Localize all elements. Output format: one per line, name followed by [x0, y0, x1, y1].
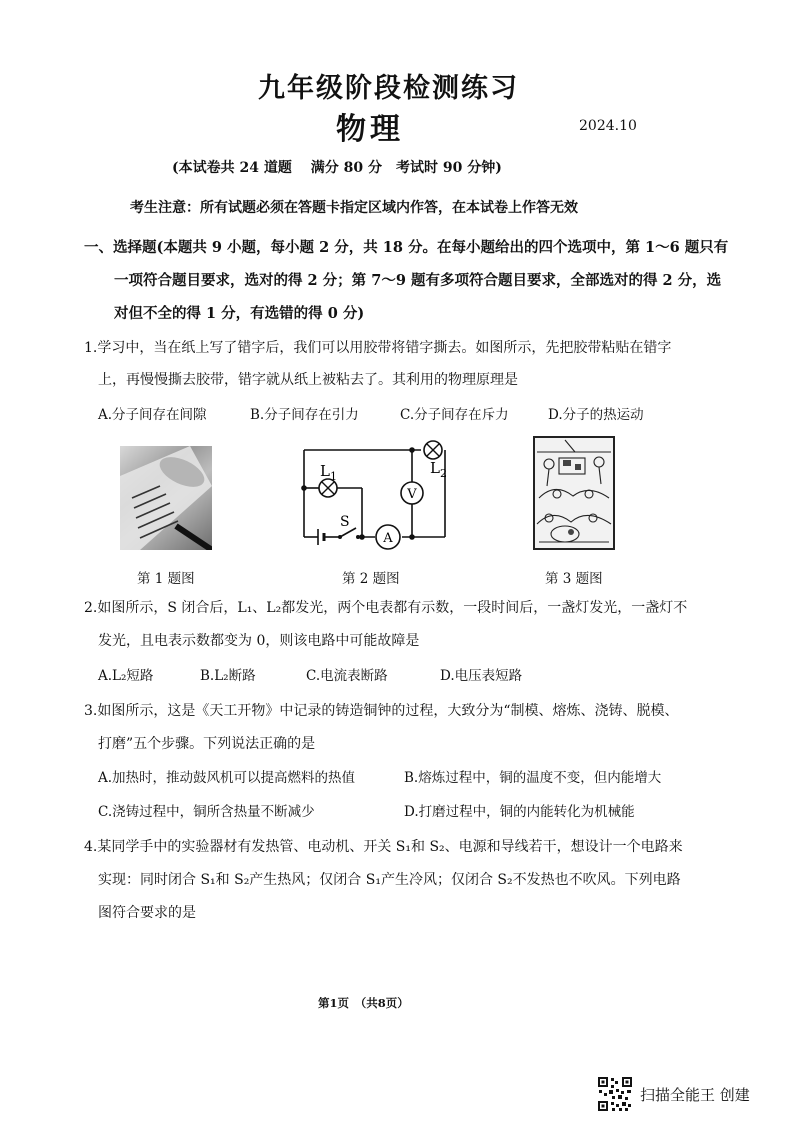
question-2-option-d: D.电压表短路 — [440, 668, 523, 684]
question-3-line-1: 3.如图所示，这是《天工开物》中记录的铸造铜钟的过程，大致分为“制模、熔炼、浇铸、脱模、 — [84, 703, 679, 719]
lamp-l1-label: L — [320, 462, 330, 480]
voltmeter-label: V — [407, 487, 417, 502]
lamp-l2-icon — [424, 441, 442, 459]
lamp-l1-subscript: 1 — [330, 470, 337, 483]
section-heading-line-3: 对但不全的得 1 分，有选错的得 0 分) — [114, 305, 365, 322]
figure-2-caption: 第 2 题图 — [342, 571, 400, 587]
lamp-l2-subscript: 2 — [440, 467, 447, 480]
question-2-line-2: 发光，且电表示数都变为 0，则该电路中可能故障是 — [98, 633, 420, 649]
subject-title: 物理 — [336, 112, 404, 147]
switch-label: S — [340, 514, 350, 530]
question-1-option-b: B.分子间存在引力 — [250, 407, 359, 423]
question-2-option-b: B.L₂断路 — [200, 668, 256, 684]
question-1-option-d: D.分子的热运动 — [548, 407, 644, 423]
figure-3-caption: 第 3 题图 — [545, 571, 603, 587]
question-3-line-2: 打磨”五个步骤。下列说法正确的是 — [98, 736, 316, 752]
question-2-option-a: A.L₂短路 — [98, 668, 154, 684]
lamp-l2-label: L — [430, 459, 440, 477]
section-heading-line-1: 一、选择题(本题共 9 小题，每小题 2 分，共 18 分。在每小题给出的四个选项中，第 1～6 题只有 — [84, 239, 729, 256]
question-3-option-d: D.打磨过程中，铜的内能转化为机械能 — [404, 804, 635, 820]
question-1-option-a: A.分子间存在间隙 — [98, 407, 207, 423]
figure-2-circuit — [290, 440, 450, 552]
question-3-option-b: B.熔炼过程中，铜的温度不变，但内能增大 — [404, 770, 662, 786]
question-2-option-c: C.电流表断路 — [306, 668, 388, 684]
question-4-line-1: 4.某同学手中的实验器材有发热管、电动机、开关 S₁和 S₂、电源和导线若干，想设计一个电路来 — [84, 839, 683, 855]
question-1-line-1: 1.学习中，当在纸上写了错字后，我们可以用胶带将错字撕去。如图所示，先把胶带粘贴在错字 — [84, 340, 672, 356]
exam-info: (本试卷共 24 道题 满分 80 分 考试时 90 分钟) — [172, 160, 502, 176]
question-1-option-c: C.分子间存在斥力 — [400, 407, 509, 423]
bronze-casting-illustration — [535, 438, 613, 548]
exam-date: 2024.10 — [579, 118, 637, 134]
page-number: 第1页 （共8页） — [318, 996, 409, 1010]
question-4-line-2: 实现：同时闭合 S₁和 S₂产生热风；仅闭合 S₁产生冷风；仅闭合 S₂不发热也不吹风。下列电路 — [98, 872, 681, 888]
figure-1-caption: 第 1 题图 — [137, 571, 195, 587]
question-4-line-3: 图符合要求的是 — [98, 905, 196, 921]
question-3-option-a: A.加热时，推动鼓风机可以提高燃料的热值 — [98, 770, 356, 786]
scanner-brand: 扫描全能王 创建 — [640, 1086, 750, 1104]
figure-3-illustration — [533, 436, 615, 550]
section-heading-line-2: 一项符合题目要求，选对的得 2 分；第 7～9 题有多项符合题目要求，全部选对的得 2 分，选 — [114, 272, 722, 289]
question-3-option-c: C.浇铸过程中，铜所含热量不断减少 — [98, 804, 315, 820]
ammeter-label: A — [383, 531, 393, 546]
exam-notice: 考生注意：所有试题必须在答题卡指定区域内作答，在本试卷上作答无效 — [130, 200, 578, 216]
exam-title: 九年级阶段检测练习 — [258, 73, 519, 104]
question-2-line-1: 2.如图所示，S 闭合后，L₁、L₂都发光，两个电表都有示数，一段时间后，一盏灯发光，一盏灯不 — [84, 600, 688, 616]
question-1-line-2: 上，再慢慢撕去胶带，错字就从纸上被粘去了。其利用的物理原理是 — [98, 372, 518, 388]
qr-code-icon — [597, 1076, 633, 1112]
figure-1-photo — [120, 446, 212, 550]
tape-photo-illustration — [120, 446, 212, 550]
